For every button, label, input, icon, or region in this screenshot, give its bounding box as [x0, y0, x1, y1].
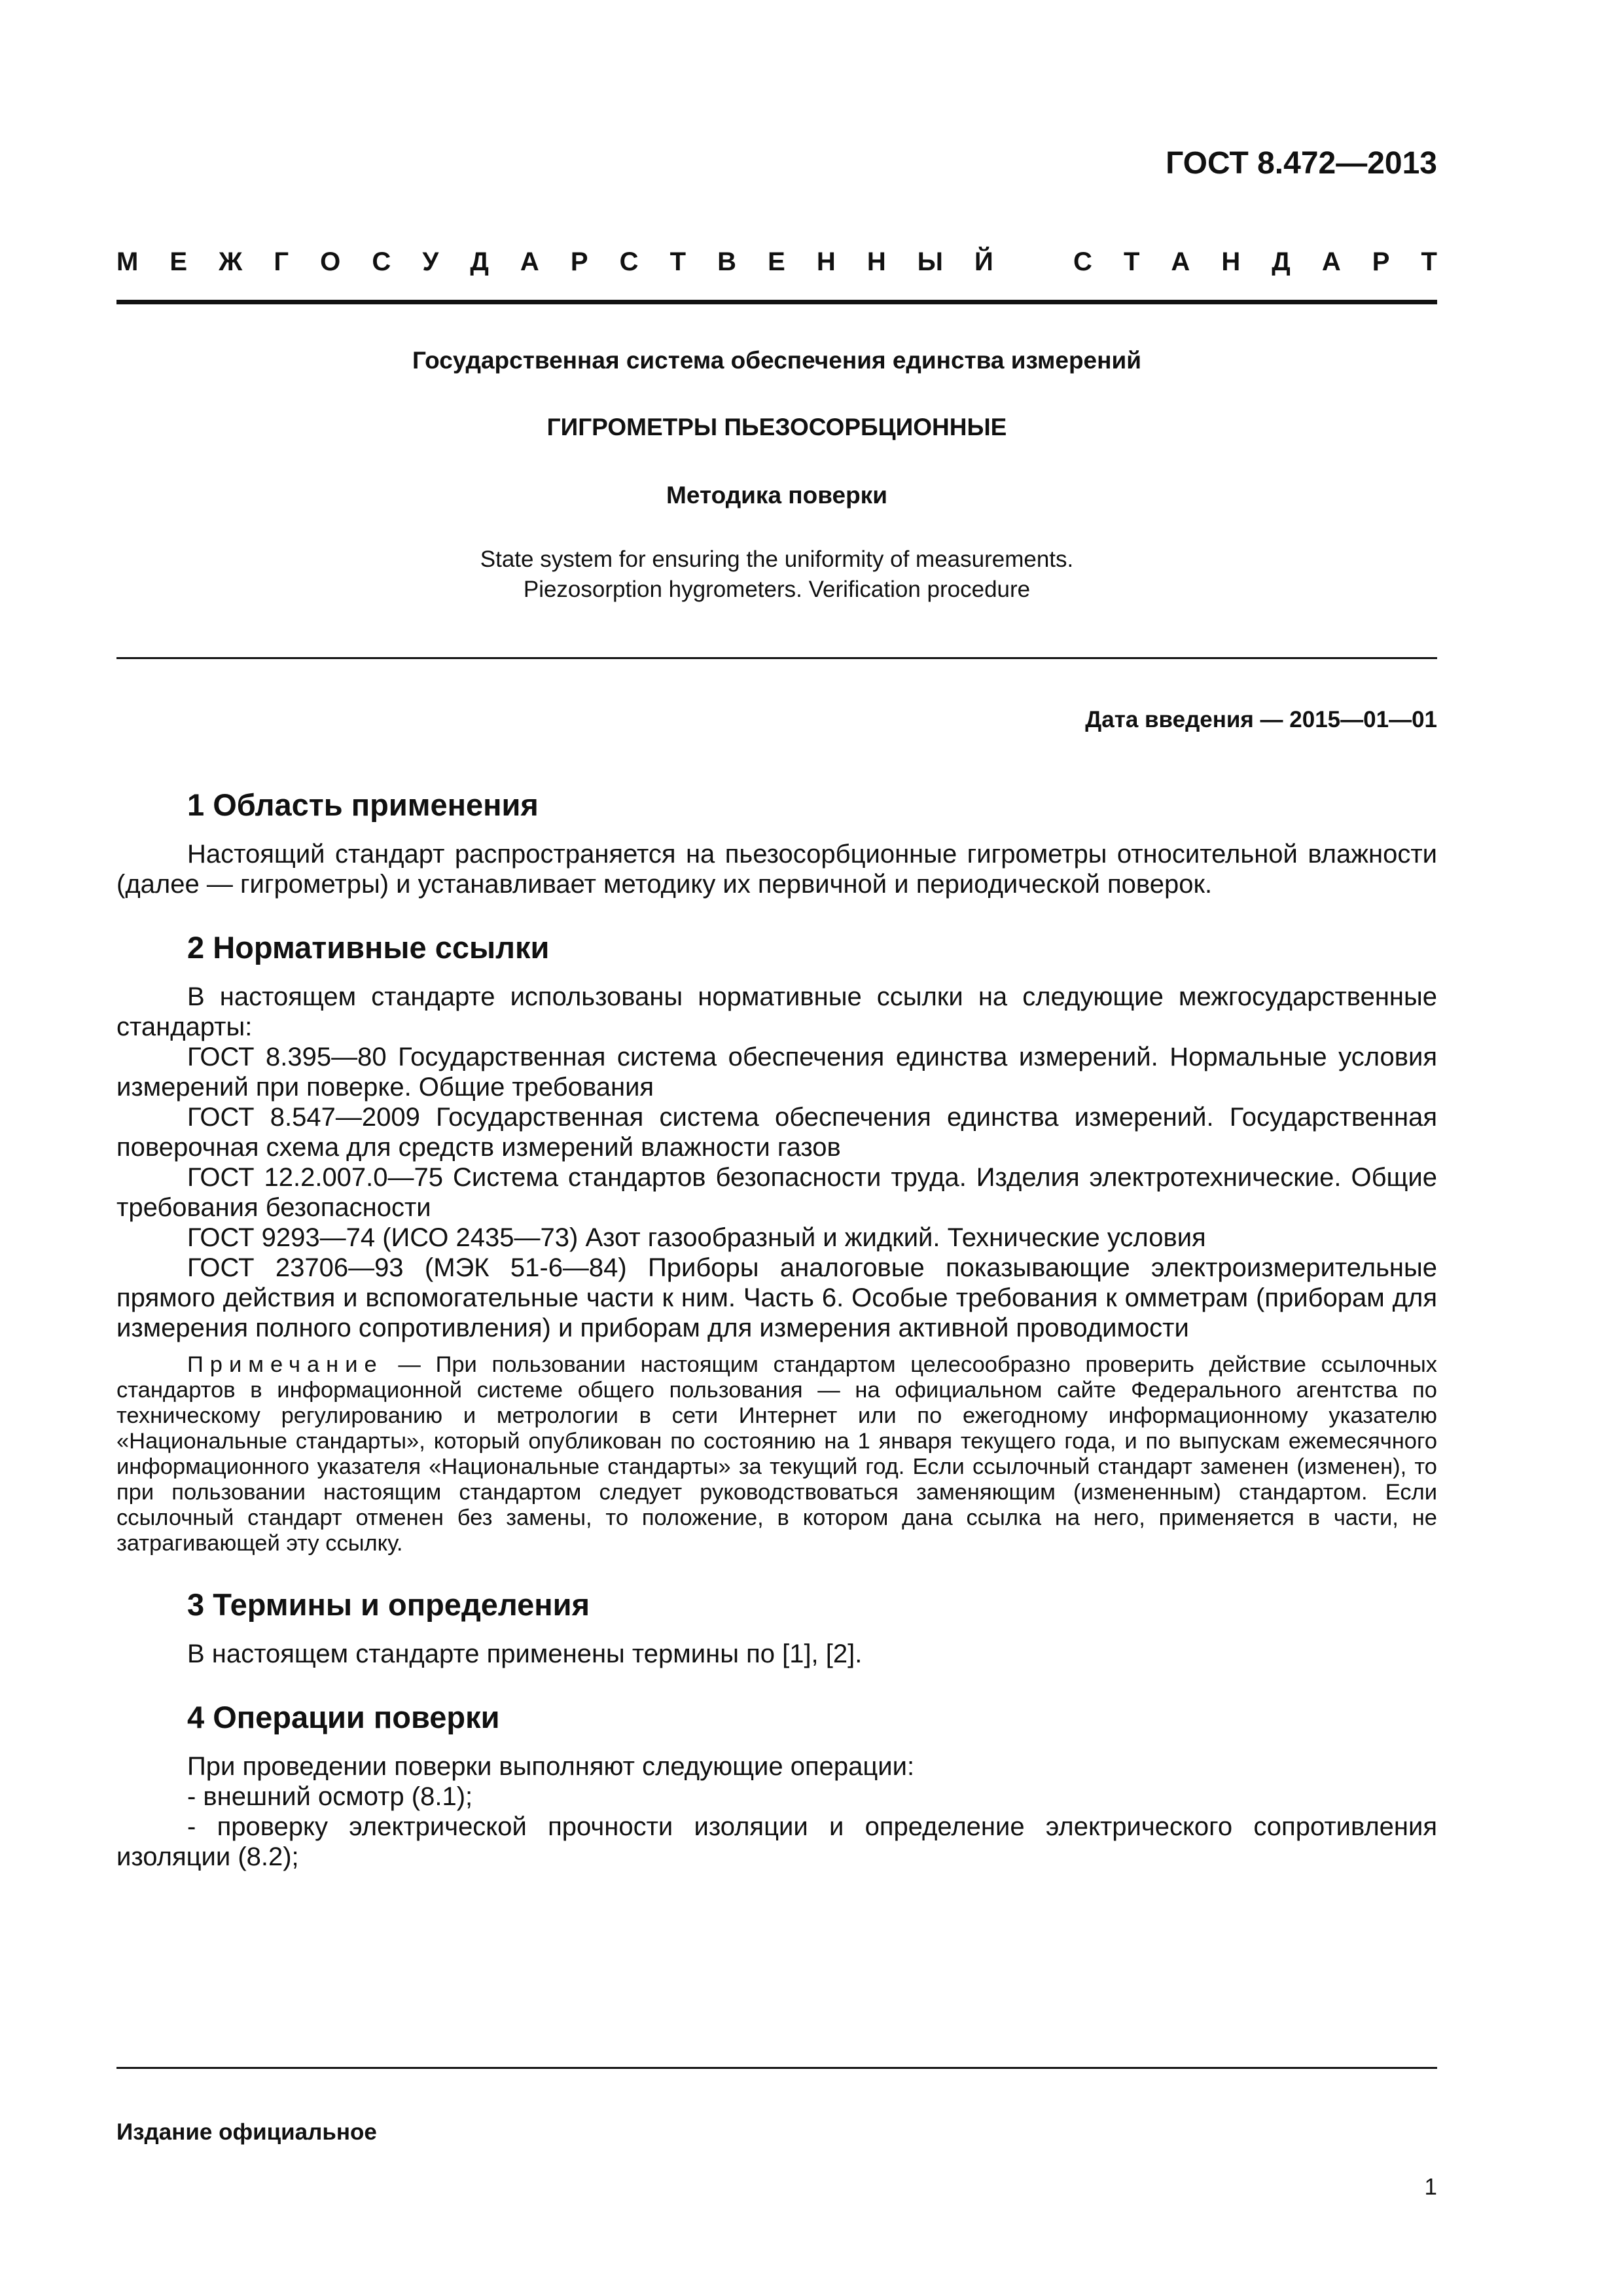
footer-rule — [116, 2067, 1437, 2069]
document-body — [116, 785, 1437, 1901]
banner-letter: Й — [974, 247, 993, 276]
main-title: ГИГРОМЕТРЫ ПЬЕЗОСОРБЦИОННЫЕ — [546, 414, 1007, 440]
reference-item: ГОСТ 8.547—2009 Государственная система обеспечения единства измерений. Государственная поверочная схема для средств измерений влажности газов — [116, 1103, 1437, 1162]
banner-letter: Е — [169, 247, 188, 276]
section-terms — [116, 1585, 1437, 1669]
banner-letter: Т — [669, 247, 687, 276]
banner-letter: С — [372, 247, 391, 276]
section-heading: 2 Нормативные ссылки — [187, 930, 550, 965]
reference-item: ГОСТ 23706—93 (МЭК 51-6—84) Приборы аналоговые показывающие электроизмерительные прямого действия и вспомогательные части к ним. Часть 6. Особые требования к омметрам (приборам для измерения полного сопротивления) и приборам для измерения активной проводимости — [116, 1253, 1437, 1342]
banner-word-standard — [1073, 247, 1437, 277]
list-item: - проверку электрической прочности изоляции и определение электрического сопротивления изоляции (8.2); — [116, 1812, 1437, 1871]
section-heading: 3 Термины и определения — [187, 1587, 590, 1622]
banner-letter: Т — [1421, 247, 1437, 276]
interstate-standard-banner — [116, 247, 1437, 277]
banner-letter: А — [520, 247, 539, 276]
banner-letter: Г — [274, 247, 289, 276]
english-title-line: Piezosorption hygrometers. Verification procedure — [523, 577, 1031, 602]
banner-letter: Е — [768, 247, 785, 276]
banner-letter: В — [717, 247, 736, 276]
section-verification-operations — [116, 1698, 1437, 1872]
paragraph: В настоящем стандарте применены термины по [1], [2]. — [187, 1640, 863, 1668]
banner-letter: М — [116, 247, 139, 276]
banner-letter: Ы — [917, 247, 943, 276]
header-rule — [116, 300, 1437, 304]
section-heading: 1 Область применения — [187, 787, 539, 822]
reference-item: ГОСТ 9293—74 (ИСО 2435—73) Азот газообразный и жидкий. Технические условия — [187, 1223, 1206, 1252]
note-label: Примечание — [187, 1352, 383, 1377]
banner-letter: Р — [570, 247, 588, 276]
introduction-date: Дата введения — 2015—01—01 — [1085, 707, 1437, 732]
section-heading: 4 Операции поверки — [187, 1700, 500, 1734]
banner-letter: Н — [816, 247, 836, 276]
note — [116, 1352, 1437, 1556]
banner-letter: О — [320, 247, 341, 276]
banner-letter: Р — [1372, 247, 1390, 276]
banner-letter: Ж — [219, 247, 243, 276]
sub-title: Методика поверки — [666, 482, 887, 509]
banner-letter: У — [422, 247, 439, 276]
section-normative-references — [116, 928, 1437, 1556]
page-number: 1 — [1424, 2174, 1437, 2200]
banner-letter: А — [1321, 247, 1341, 276]
english-title-line: State system for ensuring the uniformity of measurements. — [480, 547, 1074, 572]
banner-letter: Д — [1272, 247, 1291, 276]
english-title — [116, 545, 1437, 605]
banner-letter: Н — [1221, 247, 1241, 276]
banner-word-interstate — [116, 247, 993, 277]
reference-item: ГОСТ 8.395—80 Государственная система обеспечения единства измерений. Нормальные условия измерений при поверке. Общие требования — [116, 1043, 1437, 1102]
banner-letter: Т — [1123, 247, 1140, 276]
document-code: ГОСТ 8.472—2013 — [1166, 146, 1437, 181]
title-rule — [116, 657, 1437, 659]
banner-letter: Д — [470, 247, 489, 276]
banner-letter: С — [1073, 247, 1092, 276]
banner-letter: А — [1171, 247, 1190, 276]
official-edition-label: Издание официальное — [116, 2119, 377, 2145]
note-text: — При пользовании настоящим стандартом целесообразно проверить действие ссылочных стандартов в информационной системе общего пользования — на официальном сайте Федерального агентства по техническому регулированию и метрологии в сети Интернет или по ежегодному информационному указателю «Национальные стандарты», который опубликован по состоянию на 1 января текущего года, и по выпускам ежемесячного информационного указателя «Национальные стандарты» за текущий год. Если ссылочный стандарт заменен (изменен), то при пользовании настоящим стандартом следует руководствоваться заменяющим (измененным) стандартом. Если ссылочный стандарт отменен без замены, то положение, в котором дана ссылка на него, применяется в части, не затрагивающей эту ссылку. — [116, 1352, 1437, 1556]
reference-item: ГОСТ 12.2.007.0—75 Система стандартов безопасности труда. Изделия электротехнические. Общие требования безопасности — [116, 1163, 1437, 1222]
paragraph: При проведении поверки выполняют следующие операции: — [187, 1752, 915, 1781]
paragraph: Настоящий стандарт распространяется на пьезосорбционные гигрометры относительной влажности (далее — гигрометры) и устанавливает методику их первичной и периодической поверок. — [116, 840, 1437, 899]
banner-letter: С — [619, 247, 639, 276]
paragraph: В настоящем стандарте использованы нормативные ссылки на следующие межгосударственные стандарты: — [116, 982, 1437, 1041]
section-scope — [116, 785, 1437, 899]
list-item: - внешний осмотр (8.1); — [187, 1782, 473, 1811]
system-title: Государственная система обеспечения единства измерений — [412, 347, 1141, 374]
banner-letter: Н — [866, 247, 886, 276]
